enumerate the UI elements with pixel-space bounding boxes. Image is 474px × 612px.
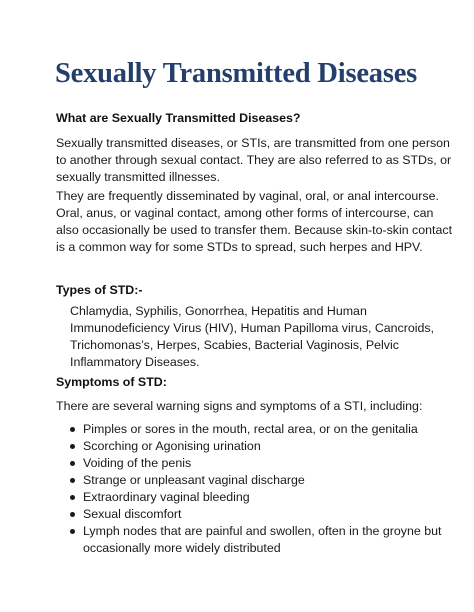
text-line: They are frequently disseminated by vaginal, oral, or anal intercourse. xyxy=(56,189,439,203)
list-item xyxy=(56,489,446,506)
bullet-icon xyxy=(70,529,75,534)
section-heading-types: Types of STD:- xyxy=(56,283,143,297)
list-item-text: Pimples or sores in the mouth, rectal area, or on the genitalia xyxy=(83,422,418,436)
list-item-text: Scorching or Agonising urination xyxy=(83,439,261,453)
list-item xyxy=(56,455,446,472)
paragraph-what-1 xyxy=(56,135,452,186)
list-item xyxy=(56,523,446,557)
bullet-icon xyxy=(70,478,75,483)
list-item-text: Extraordinary vaginal bleeding xyxy=(83,490,250,504)
bullet-icon xyxy=(70,427,75,432)
text-line: is a common way for some STDs to spread, such herpes and HPV. xyxy=(56,240,423,254)
text-line: sexually transmitted illnesses. xyxy=(56,170,220,184)
text-line: Trichomonas’s, Herpes, Scabies, Bacterial Vaginosis, Pelvic xyxy=(70,338,399,352)
list-item xyxy=(56,421,446,438)
symptoms-list xyxy=(56,421,446,557)
bullet-icon xyxy=(70,512,75,517)
list-item-text: occasionally more widely distributed xyxy=(83,541,281,555)
list-item-text: Lymph nodes that are painful and swollen, often in the groyne but xyxy=(83,524,442,538)
list-item-text: Strange or unpleasant vaginal discharge xyxy=(83,473,305,487)
section-heading-symptoms: Symptoms of STD: xyxy=(56,375,167,389)
list-item-text: Voiding of the penis xyxy=(83,456,192,470)
text-line: Inflammatory Diseases. xyxy=(70,355,200,369)
list-item xyxy=(56,472,446,489)
symptoms-intro xyxy=(56,398,436,415)
text-line: to another through sexual contact. They are also referred to as STDs, or xyxy=(56,153,452,167)
text-line: Immunodeficiency Virus (HIV), Human Papilloma virus, Cancroids, xyxy=(70,321,435,335)
list-item-text: Sexual discomfort xyxy=(83,507,182,521)
text-line: Chlamydia, Syphilis, Gonorrhea, Hepatitis and Human xyxy=(70,304,367,318)
bullet-icon xyxy=(70,444,75,449)
bullet-icon xyxy=(70,495,75,500)
paragraph-types xyxy=(70,303,440,371)
text-line: also occasionally be used to transfer them. Because skin-to-skin contact xyxy=(56,223,453,237)
list-item xyxy=(56,506,446,523)
document-title: Sexually Transmitted Diseases xyxy=(55,58,418,89)
section-heading-what: What are Sexually Transmitted Diseases? xyxy=(56,111,301,125)
paragraph-what-2 xyxy=(56,188,453,256)
list-item xyxy=(56,438,446,455)
text-line: Oral, anus, or vaginal contact, among other forms of intercourse, can xyxy=(56,206,434,220)
bullet-icon xyxy=(70,461,75,466)
text-line: Sexually transmitted diseases, or STIs, are transmitted from one person xyxy=(56,136,450,150)
text-line: There are several warning signs and symptoms of a STI, including: xyxy=(56,399,423,413)
